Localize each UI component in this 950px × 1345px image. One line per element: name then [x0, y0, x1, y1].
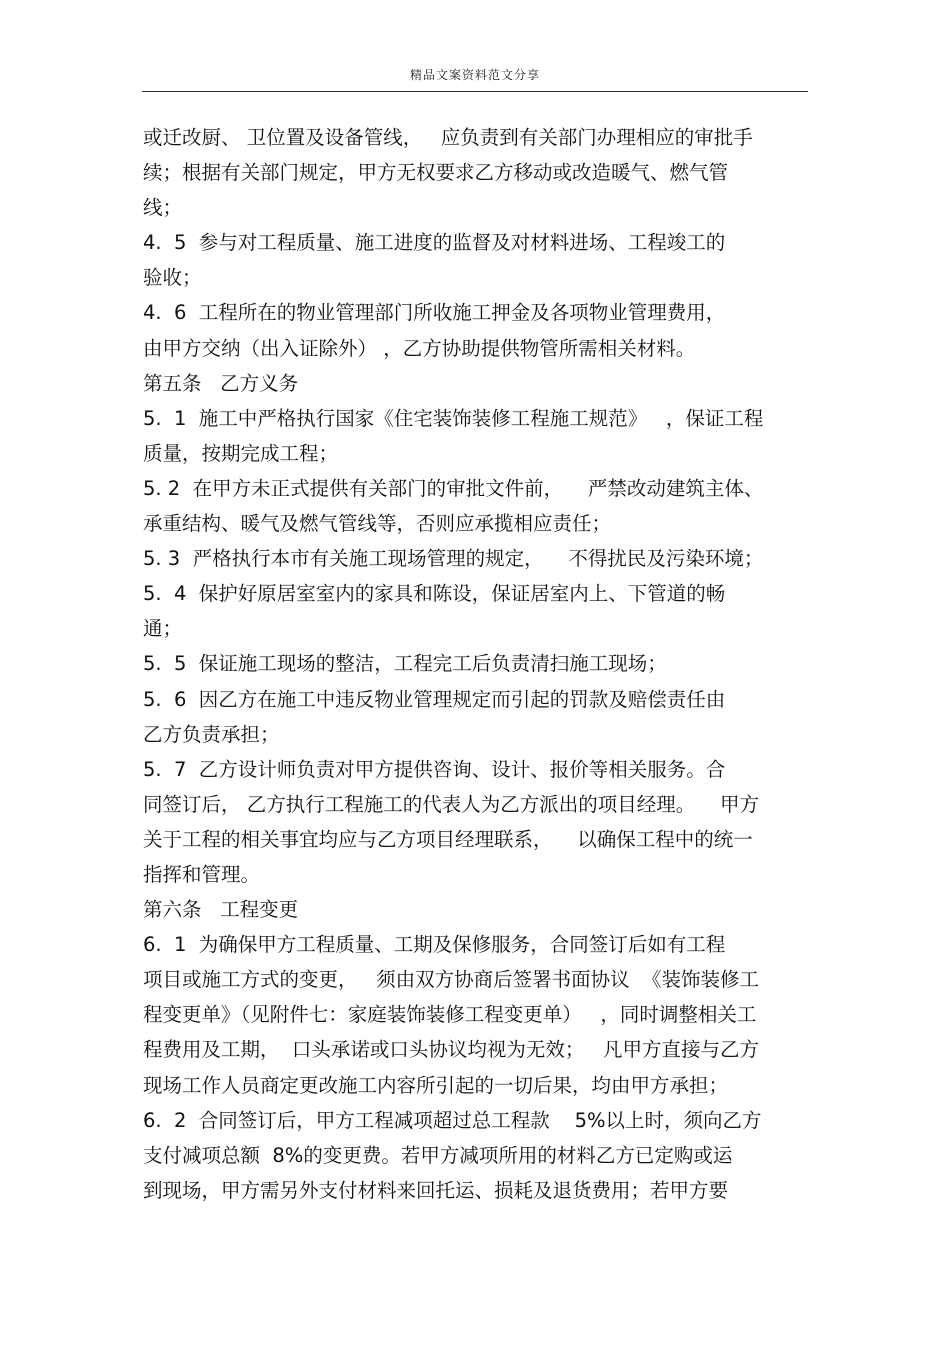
- text-line: 质量，按期完成工程；: [143, 441, 339, 465]
- text-line: 关于工程的相关事宜均应与乙方项目经理联系， 以确保工程中的统一: [143, 827, 753, 851]
- text-line: 项目或施工方式的变更， 须由双方协商后签署书面协议 《装饰装修工: [143, 968, 759, 992]
- clause-5-6: 5. 6 因乙方在施工中违反物业管理规定而引起的罚款及赔偿责任由: [143, 687, 726, 711]
- section-heading-5: 第五条 乙方义务: [143, 371, 299, 395]
- text-line: 续；根据有关部门规定，甲方无权要求乙方移动或改造暖气、燃气管: [143, 161, 729, 185]
- clause-5-1: 5. 1 施工中严格执行国家《住宅装饰装修工程施工规范》 ，保证工程: [143, 406, 764, 430]
- text-line: 验收；: [143, 266, 202, 290]
- text-line: 乙方负责承担；: [143, 722, 280, 746]
- page-header: 精品文案资料范文分享: [409, 68, 540, 82]
- clause-5-5: 5. 5 保证施工现场的整洁，工程完工后负责清扫施工现场；: [143, 652, 667, 676]
- clause-4-6: 4. 6 工程所在的物业管理部门所收施工押金及各项物业管理费用，: [143, 301, 726, 325]
- text-line: 由甲方交纳（出入证除外） ，乙方协助提供物管所需相关材料。: [143, 336, 696, 360]
- clause-5-7: 5. 7 乙方设计师负责对甲方提供咨询、设计、报价等相关服务。合: [143, 757, 726, 781]
- text-line: 到现场，甲方需另外支付材料来回托运、损耗及退货费用；若甲方要: [143, 1178, 729, 1202]
- clause-6-1: 6. 1 为确保甲方工程质量、工期及保修服务，合同签订后如有工程: [143, 933, 726, 957]
- clause-4-5: 4. 5 参与对工程质量、施工进度的监督及对材料进场、工程竣工的: [143, 231, 726, 255]
- text-line: 现场工作人员商定更改施工内容所引起的一切后果，均由甲方承担；: [143, 1073, 729, 1097]
- text-line: 或迁改厨、 卫位置及设备管线， 应负责到有关部门办理相应的审批手: [143, 126, 753, 149]
- document-body: [143, 120, 808, 1208]
- text-line: 指挥和管理。: [143, 862, 261, 886]
- header-divider: [142, 91, 808, 92]
- clause-5-4: 5. 4 保护好原居室室内的家具和陈设，保证居室内上、下管道的畅: [143, 582, 726, 606]
- clause-5-2: 5. 2 在甲方未正式提供有关部门的审批文件前， 严禁改动建筑主体、: [143, 476, 764, 500]
- text-line: 通；: [143, 617, 183, 641]
- text-line: 程费用及工期， 口头承诺或口头协议均视为无效； 凡甲方直接与乙方: [143, 1038, 759, 1062]
- clause-6-2: 6. 2 合同签订后，甲方工程减项超过总工程款 5%以上时，须向乙方: [143, 1108, 762, 1132]
- section-heading-6: 第六条 工程变更: [143, 898, 299, 922]
- text-line: 程变更单》（见附件七：家庭装饰装修工程变更单） ，同时调整相关工: [143, 1003, 757, 1027]
- text-line: 线；: [143, 196, 183, 220]
- text-line: 支付减项总额 8%的变更费。若甲方减项所用的材料乙方已定购或运: [143, 1143, 733, 1167]
- text-line: 同签订后， 乙方执行工程施工的代表人为乙方派出的项目经理。 甲方: [143, 792, 759, 816]
- clause-5-3: 5. 3 严格执行本市有关施工现场管理的规定， 不得扰民及污染环境；: [143, 547, 764, 571]
- text-line: 承重结构、暖气及燃气管线等，否则应承揽相应责任；: [143, 512, 612, 536]
